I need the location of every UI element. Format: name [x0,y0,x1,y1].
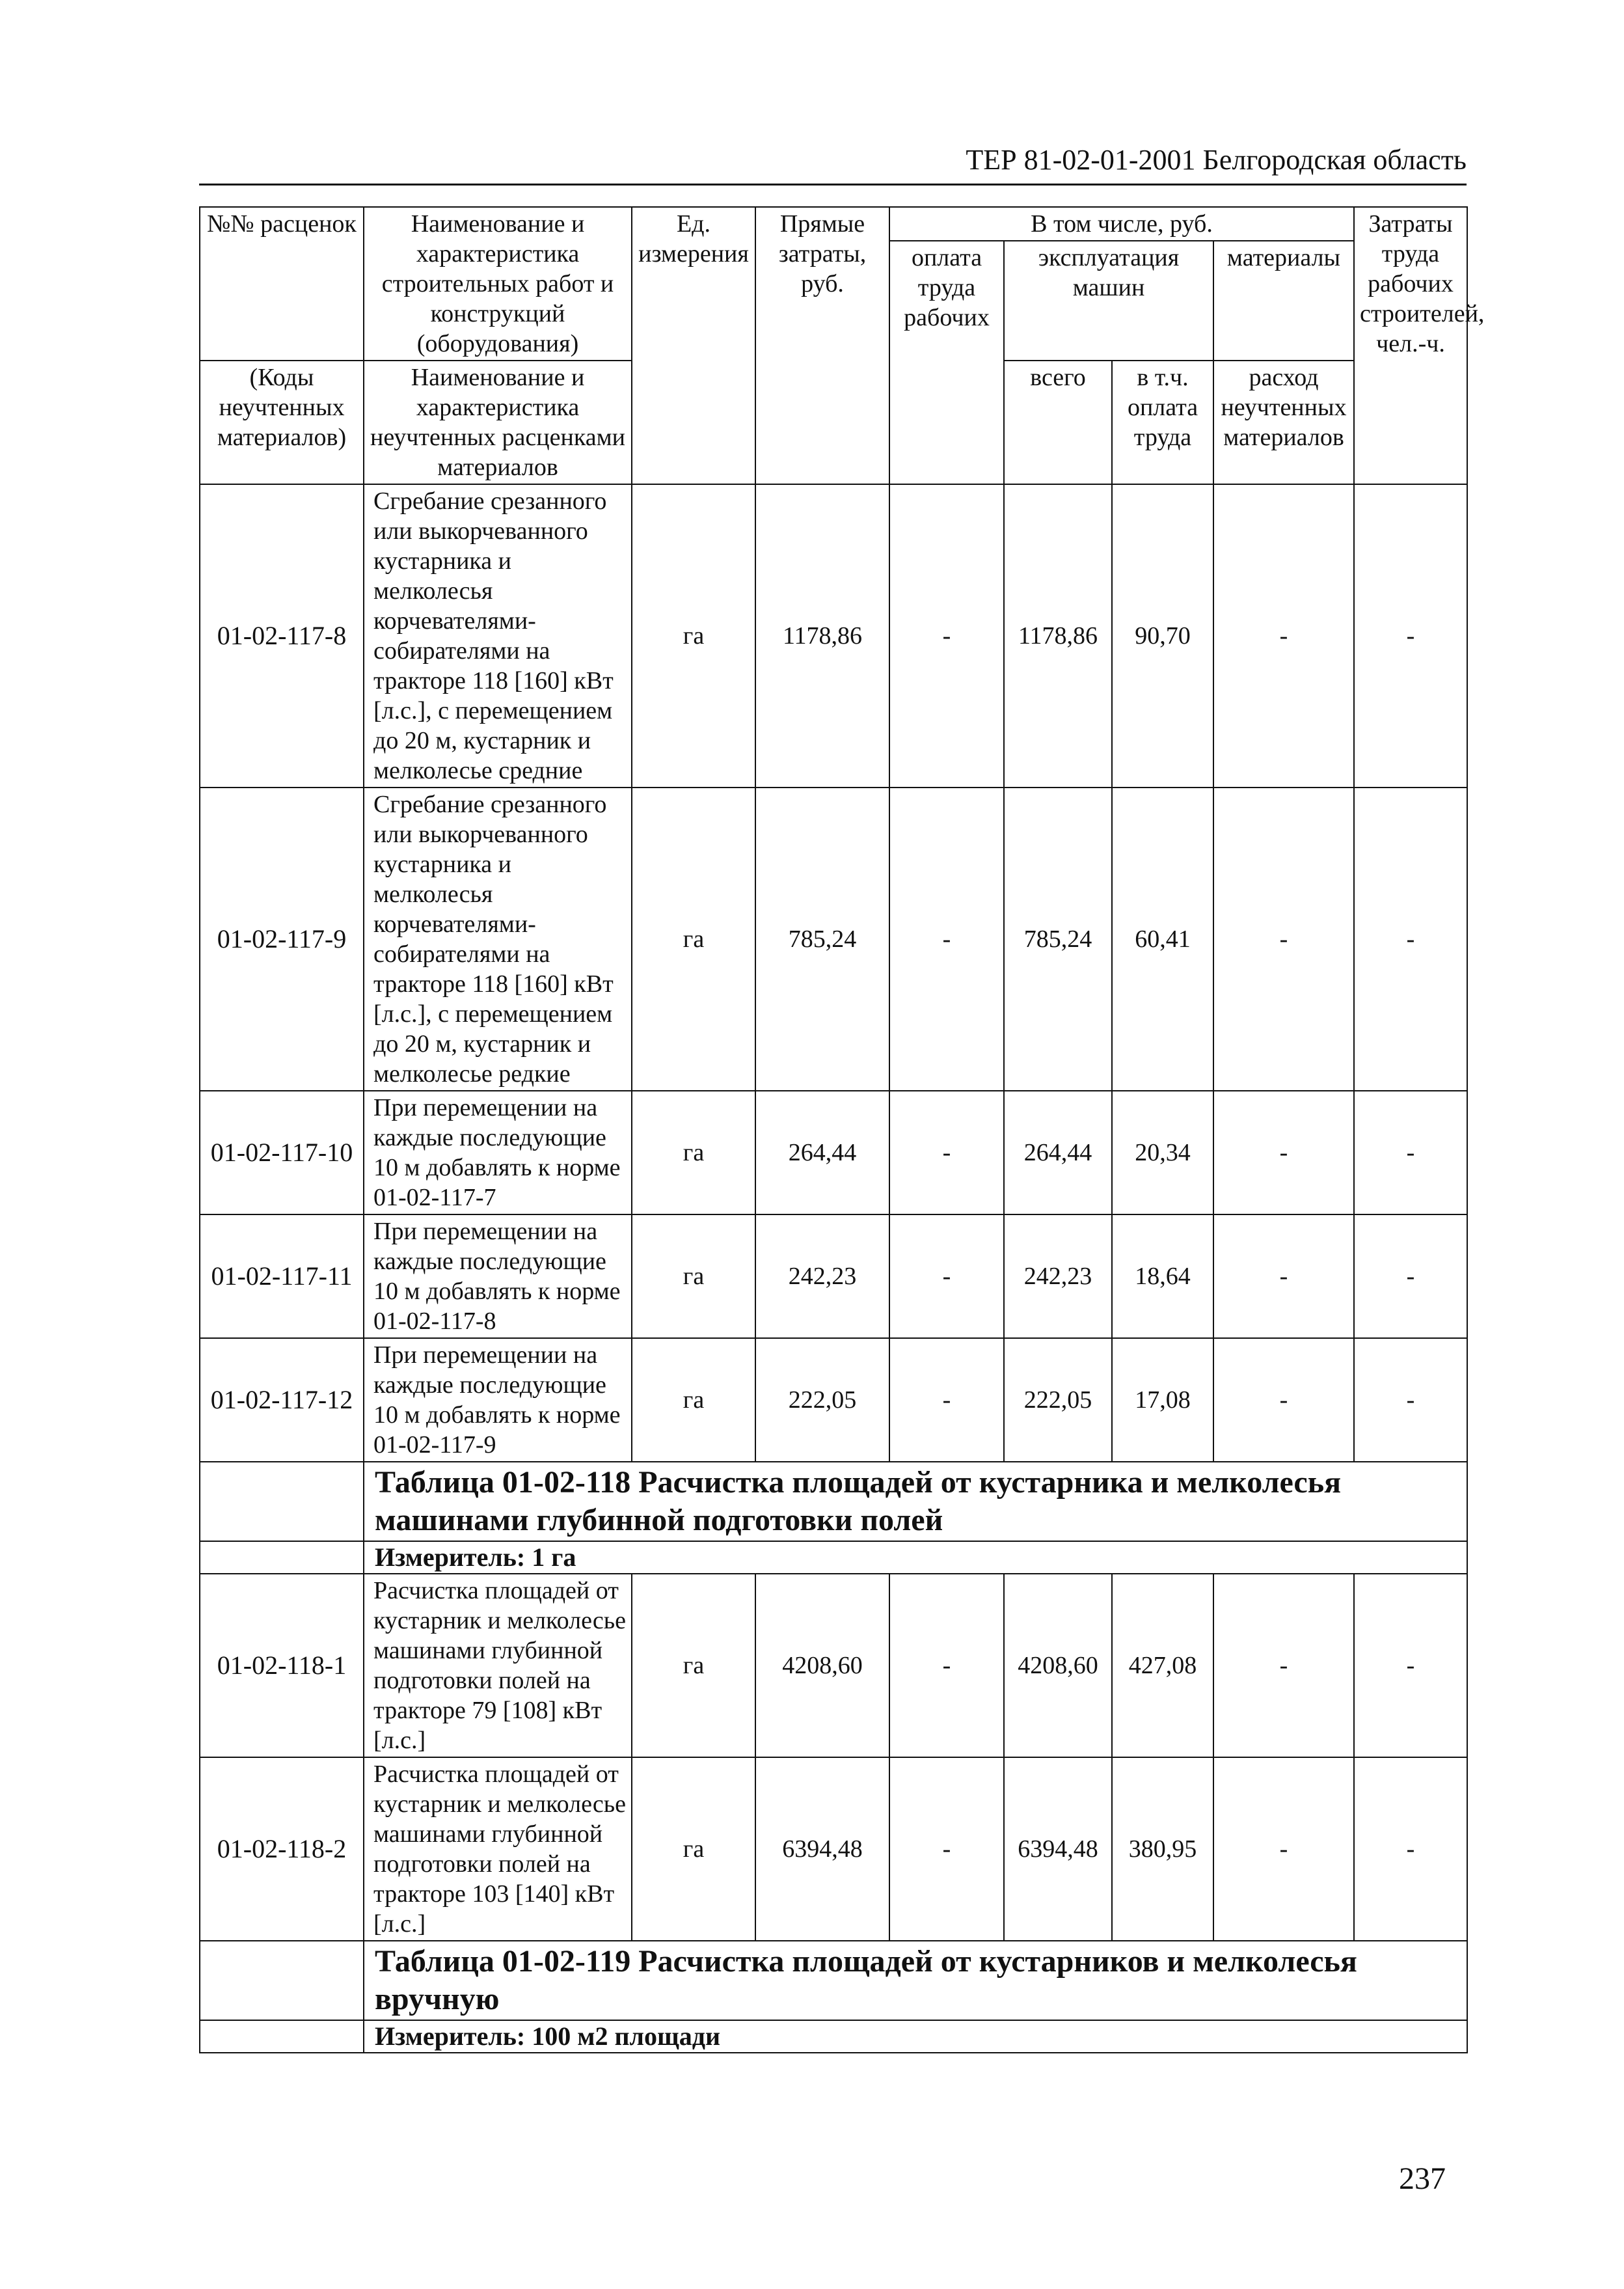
rate-direct: 4208,60 [755,1574,889,1757]
section-measure: Измеритель: 100 м2 площади [364,2020,1467,2053]
rate-materials: - [1213,1574,1354,1757]
col-materials-header: материалы [1213,241,1354,361]
rate-name: Сгребание срезанного или выкорчеванного кустарника и мелколесья корчевателями- собирателями на тракторе 118 [160] кВт [л.с.], с перемещением до 20 м, кустарник и мелколесье средние [364,484,632,788]
rate-machines: 785,24 [1004,788,1112,1091]
table-row [200,788,1467,1091]
rate-unit: га [632,1574,755,1757]
rate-code: 01-02-117-9 [200,788,364,1091]
rate-wage: - [889,788,1004,1091]
rate-unit: га [632,1338,755,1462]
rate-machines-wage: 90,70 [1112,484,1213,788]
col-unit-header: Ед. измерения [632,207,755,484]
rate-wage: - [889,1091,1004,1214]
rate-direct: 785,24 [755,788,889,1091]
rate-wage: - [889,1574,1004,1757]
rate-name: Сгребание срезанного или выкорчеванного кустарника и мелколесья корчевателями- собирателями на тракторе 118 [160] кВт [л.с.], с перемещением до 20 м, кустарник и мелколесье редкие [364,788,632,1091]
rate-unit: га [632,1214,755,1338]
rate-labor: - [1354,1338,1467,1462]
rate-labor: - [1354,1214,1467,1338]
col-wage-header: оплата труда рабочих [889,241,1004,484]
rate-machines: 222,05 [1004,1338,1112,1462]
rate-machines-wage: 427,08 [1112,1574,1213,1757]
rate-machines-wage: 17,08 [1112,1338,1213,1462]
rate-machines: 1178,86 [1004,484,1112,788]
table-row [200,1091,1467,1214]
rate-code: 01-02-118-1 [200,1574,364,1757]
rate-wage: - [889,1757,1004,1941]
rate-code: 01-02-117-12 [200,1338,364,1462]
section-measure-row [200,1541,1467,1574]
rate-materials: - [1213,1757,1354,1941]
rate-code: 01-02-117-10 [200,1091,364,1214]
rate-labor: - [1354,788,1467,1091]
rate-labor: - [1354,1574,1467,1757]
table-row [200,1214,1467,1338]
rate-unit: га [632,1757,755,1941]
rate-code: 01-02-117-11 [200,1214,364,1338]
col-direct-header: Прямые затраты, руб. [755,207,889,484]
col-code-sub-header: (Коды неучтенных материалов) [200,361,364,484]
rate-materials: - [1213,1338,1354,1462]
header-row-1 [200,207,1467,241]
rate-labor: - [1354,484,1467,788]
rate-machines: 6394,48 [1004,1757,1112,1941]
section-title: Таблица 01-02-119 Расчистка площадей от кустарников и мелколесья вручную [364,1941,1467,2020]
rates-table-wrapper [199,206,1485,2053]
col-machines-total-header: всего [1004,361,1112,484]
rate-wage: - [889,1214,1004,1338]
rate-wage: - [889,484,1004,788]
col-incl-header: В том числе, руб. [889,207,1354,241]
rate-unit: га [632,484,755,788]
rate-machines: 242,23 [1004,1214,1112,1338]
rate-machines-wage: 60,41 [1112,788,1213,1091]
rate-name: При перемещении на каждые последующие 10 м добавлять к норме 01-02-117-9 [364,1338,632,1462]
section-measure: Измеритель: 1 га [364,1541,1467,1574]
table-row [200,1574,1467,1757]
col-name-header: Наименование и характеристика строительных работ и конструкций (оборудования) [364,207,632,361]
table-row [200,1757,1467,1941]
rate-name: Расчистка площадей от кустарник и мелколесье машинами глубинной подготовки полей на тракторе 103 [140] кВт [л.с.] [364,1757,632,1941]
rate-direct: 242,23 [755,1214,889,1338]
rate-materials: - [1213,788,1354,1091]
rate-labor: - [1354,1091,1467,1214]
rate-unit: га [632,1091,755,1214]
col-machines-wage-header: в т.ч. оплата труда [1112,361,1213,484]
rate-code: 01-02-117-8 [200,484,364,788]
rate-machines-wage: 18,64 [1112,1214,1213,1338]
rates-table [199,206,1485,2053]
rate-machines: 264,44 [1004,1091,1112,1214]
rate-direct: 1178,86 [755,484,889,788]
col-name-sub-header: Наименование и характеристика неучтенных расценками материалов [364,361,632,484]
col-code-header: №№ расценок [200,207,364,361]
col-materials-use-header: расход неучтенных материалов [1213,361,1354,484]
page-header: ТЕР 81-02-01-2001 Белгородская область [199,142,1467,185]
rate-name: При перемещении на каждые последующие 10 м добавлять к норме 01-02-117-7 [364,1091,632,1214]
rate-materials: - [1213,484,1354,788]
table-row [200,484,1467,788]
rate-machines: 4208,60 [1004,1574,1112,1757]
rate-materials: - [1213,1091,1354,1214]
col-machines-header: эксплуатация машин [1004,241,1213,361]
rate-wage: - [889,1338,1004,1462]
section-title-row [200,1462,1467,1541]
rate-code: 01-02-118-2 [200,1757,364,1941]
rate-unit: га [632,788,755,1091]
rate-labor: - [1354,1757,1467,1941]
rate-machines-wage: 20,34 [1112,1091,1213,1214]
col-labor-header: Затраты труда рабочих строителей, чел.-ч. [1354,207,1467,484]
rate-name: Расчистка площадей от кустарник и мелколесье машинами глубинной подготовки полей на тракторе 79 [108] кВт [л.с.] [364,1574,632,1757]
rate-materials: - [1213,1214,1354,1338]
section-title: Таблица 01-02-118 Расчистка площадей от кустарника и мелколесья машинами глубинной подготовки полей [364,1462,1467,1541]
rate-direct: 264,44 [755,1091,889,1214]
rate-direct: 6394,48 [755,1757,889,1941]
section-measure-row [200,2020,1467,2053]
page-number: 237 [1399,2161,1446,2196]
rate-machines-wage: 380,95 [1112,1757,1213,1941]
table-row [200,1338,1467,1462]
rate-name: При перемещении на каждые последующие 10 м добавлять к норме 01-02-117-8 [364,1214,632,1338]
rate-direct: 222,05 [755,1338,889,1462]
section-title-row [200,1941,1467,2020]
